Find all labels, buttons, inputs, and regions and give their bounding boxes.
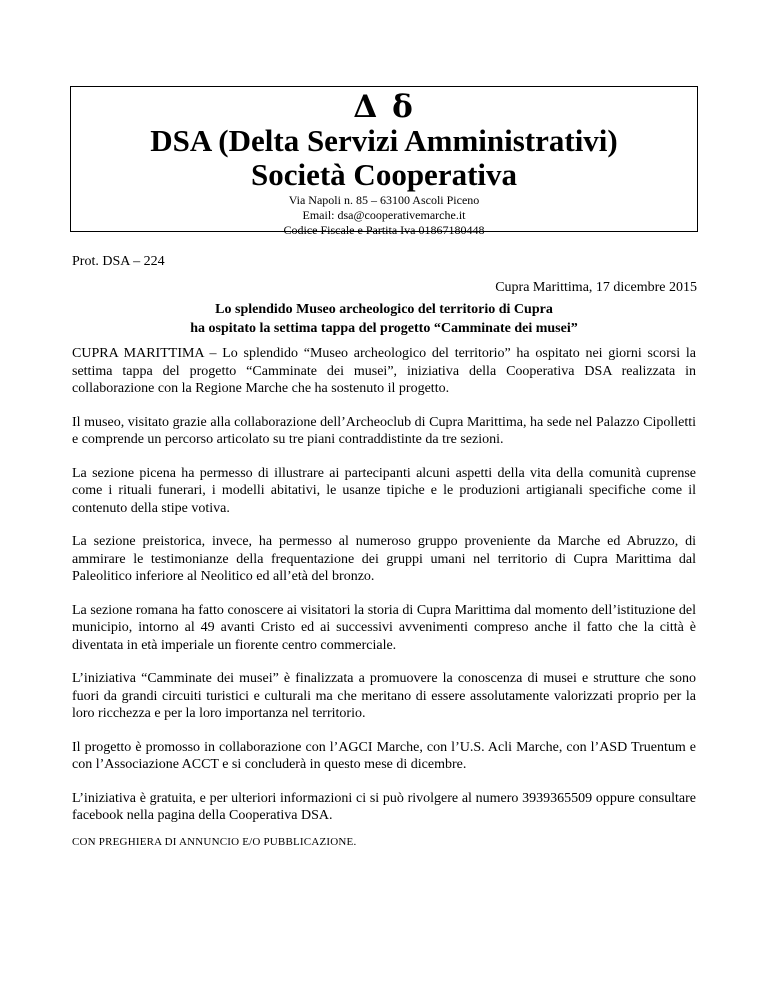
paragraph-picena-section: La sezione picena ha permesso di illustrare ai partecipanti alcuni aspetti della vita della comunità cuprense come i rituali funerari, i modelli abitativi, le usanze tipiche e le produzioni artigianali specifiche come il contenuto della stipe votiva. [72, 465, 696, 516]
paragraph-partners: Il progetto è promosso in collaborazione con l’AGCI Marche, con l’U.S. Acli Marche, con l’ASD Truentum e con l’Associazione ACCT e si concluderà in questo mese di dicembre. [72, 739, 696, 772]
company-tax-id: Codice Fiscale e Partita Iva 01867180448 [283, 223, 485, 237]
paragraph-intro: CUPRA MARITTIMA – Lo splendido “Museo archeologico del territorio” ha ospitato nei giorni scorsi la settima tappa del progetto “Camminate dei musei”, iniziativa della Cooperativa DSA realizzata in collaborazione con la Regione Marche che ha sostenuto il progetto. [72, 346, 696, 396]
paragraph-initiative: L’iniziativa “Camminate dei musei” è finalizzata a promuovere la conoscenza di musei e strutture che sono fuori da grandi circuiti turistici e culturali ma che meritano di essere assolutamente valorizzati proprio per la loro ricchezza e per la loro importanza nel territorio. [72, 671, 696, 721]
company-address: Via Napoli n. 85 – 63100 Ascoli Piceno [288, 193, 480, 207]
place-date: Cupra Marittima, 17 dicembre 2015 [495, 280, 697, 295]
headline-line-1: Lo splendido Museo archeologico del territorio di Cupra [215, 302, 553, 317]
paragraph-roman-section: La sezione romana ha fatto conoscere ai visitatori la storia di Cupra Marittima dal momento dell’istituzione del municipio, intorno al 49 avanti Cristo ed ai successivi avvenimenti compreso anche il fatto che la città è diventata in età imperiale un fiorente centro commerciale. [72, 602, 696, 653]
press-release-headline [72, 300, 696, 338]
paragraph-museum: Il museo, visitato grazie alla collaborazione dell’Archeoclub di Cupra Marittima, ha sede nel Palazzo Cipolletti e comprende un percorso articolato su tre piani contraddistinte da tre sezioni. [72, 414, 696, 447]
paragraph-info: L’iniziativa è gratuita, e per ulteriori informazioni ci si può rivolgere al numero 3939365509 oppure consultare facebook nella pagina della Cooperativa DSA. [72, 790, 696, 823]
letterhead-box [70, 86, 698, 237]
company-name: DSA (Delta Servizi Amministrativi) [150, 123, 618, 158]
body-text [72, 345, 696, 841]
closing-note: CON PREGHIERA DI ANNUNCIO E/O PUBBLICAZIONE. [72, 836, 357, 848]
company-email: Email: dsa@cooperativemarche.it [302, 208, 466, 222]
protocol-number: Prot. DSA – 224 [72, 254, 165, 269]
delta-logo-symbol: Δ δ [353, 89, 415, 125]
headline-line-2: ha ospitato la settima tappa del progetto “Camminate dei musei” [190, 321, 578, 336]
company-type: Società Cooperativa [250, 157, 518, 192]
paragraph-prehistoric-section: La sezione preistorica, invece, ha permesso al numeroso gruppo proveniente da Marche ed Abruzzo, di ammirare le testimonianze della frequentazione dei gruppi umani nel territorio di Cupra Marittima dal Paleolitico inferiore al Neolitico ed all’età del bronzo. [72, 534, 696, 584]
